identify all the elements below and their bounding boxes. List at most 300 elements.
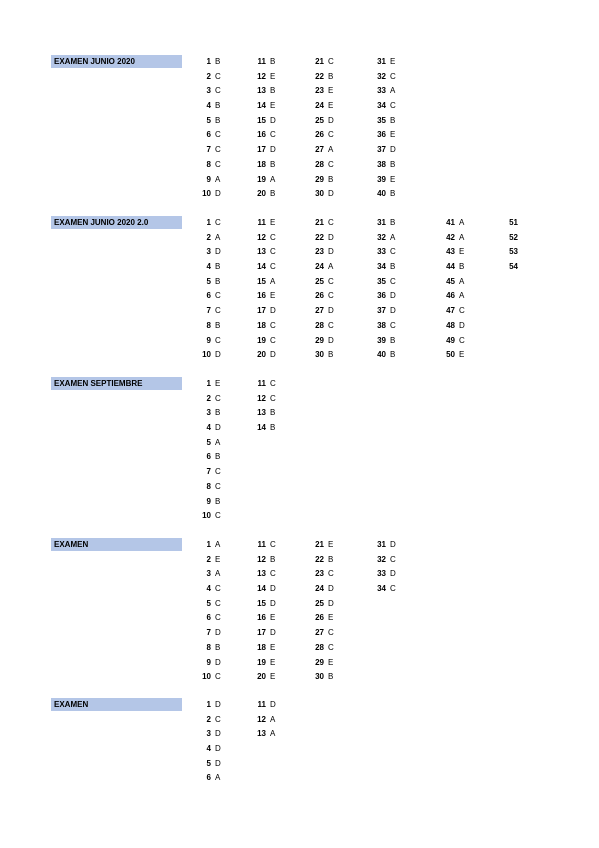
question-number: 31	[377, 218, 386, 227]
question-number: 13	[257, 247, 266, 257]
question-number: 31	[377, 540, 386, 549]
question-number: 23	[315, 86, 324, 96]
answer-letter: B	[270, 86, 276, 96]
answer-letter: E	[270, 613, 276, 623]
answer-letter: B	[215, 408, 221, 418]
question-number: 23	[315, 247, 324, 257]
question-number: 14	[257, 101, 266, 111]
question-number: 44	[446, 262, 455, 272]
question-number: 6	[206, 773, 211, 783]
answer-letter: D	[390, 569, 396, 579]
question-number: 17	[257, 306, 266, 316]
answer-letter: B	[215, 262, 221, 272]
answer-letter: A	[215, 773, 221, 783]
question-number: 6	[206, 130, 211, 140]
answer-letter: C	[270, 262, 276, 272]
answer-letter: D	[215, 729, 221, 739]
answer-letter: C	[215, 130, 221, 140]
question-number: 13	[257, 729, 266, 739]
question-number: 19	[257, 335, 266, 345]
answer-letter: B	[390, 350, 396, 360]
answer-letter: C	[328, 218, 334, 227]
question-number: 29	[315, 335, 324, 345]
answer-letter: A	[270, 729, 276, 739]
question-number: 37	[377, 306, 386, 316]
question-number: 8	[206, 159, 211, 169]
question-number: 4	[206, 262, 211, 272]
question-number: 1	[206, 57, 211, 66]
question-number: 32	[377, 71, 386, 81]
question-number: 12	[257, 232, 266, 242]
answer-letter: C	[328, 320, 334, 330]
answer-letter: E	[215, 554, 221, 564]
exam-title: EXAMEN SEPTIEMBRE	[51, 377, 182, 390]
answer-letter: C	[270, 130, 276, 140]
question-number: 9	[206, 496, 211, 506]
question-number: 4	[206, 584, 211, 594]
answer-letter: B	[270, 189, 276, 199]
question-number: 14	[257, 423, 266, 433]
answer-letter: A	[215, 437, 221, 447]
question-number: 33	[377, 86, 386, 96]
answer-letter: C	[215, 86, 221, 96]
question-number: 34	[377, 101, 386, 111]
answer-letter: B	[215, 115, 221, 125]
answer-letter: E	[390, 174, 396, 184]
question-number: 18	[257, 320, 266, 330]
answer-letter: A	[459, 291, 465, 301]
question-number: 2	[206, 71, 211, 81]
question-number: 30	[315, 350, 324, 360]
exam-title: EXAMEN	[51, 698, 182, 711]
question-number: 24	[315, 584, 324, 594]
answer-letter: C	[215, 584, 221, 594]
question-number: 13	[257, 569, 266, 579]
answer-letter: E	[328, 540, 334, 549]
question-number: 31	[377, 57, 386, 66]
question-number: 3	[206, 408, 211, 418]
question-number: 22	[315, 554, 324, 564]
answer-letter: E	[328, 101, 334, 111]
answer-letter: A	[215, 232, 221, 242]
question-number: 28	[315, 642, 324, 652]
question-number: 54	[509, 262, 518, 272]
question-number: 35	[377, 115, 386, 125]
answer-letter: A	[390, 232, 396, 242]
answer-letter: E	[270, 71, 276, 81]
answer-letter: C	[270, 320, 276, 330]
question-number: 16	[257, 613, 266, 623]
answer-letter: E	[270, 657, 276, 667]
answer-letter: C	[215, 467, 221, 477]
question-number: 3	[206, 569, 211, 579]
question-number: 11	[257, 540, 266, 549]
exam-title: EXAMEN JUNIO 2020 2.0	[51, 216, 182, 229]
answer-letter: B	[270, 423, 276, 433]
answer-letter: D	[328, 306, 334, 316]
answer-letter: B	[328, 350, 334, 360]
question-number: 17	[257, 628, 266, 638]
question-number: 14	[257, 584, 266, 594]
question-number: 25	[315, 276, 324, 286]
answer-letter: D	[215, 423, 221, 433]
answer-letter: D	[328, 598, 334, 608]
answer-letter: D	[215, 657, 221, 667]
answer-letter: D	[270, 700, 276, 709]
answer-letter: C	[215, 291, 221, 301]
answer-letter: B	[328, 672, 334, 682]
answer-letter: C	[215, 335, 221, 345]
question-number: 51	[509, 218, 518, 227]
question-number: 12	[257, 393, 266, 403]
answer-letter: C	[328, 57, 334, 66]
question-number: 45	[446, 276, 455, 286]
question-number: 10	[202, 672, 211, 682]
question-number: 15	[257, 598, 266, 608]
answer-letter: E	[328, 613, 334, 623]
question-number: 11	[257, 57, 266, 66]
answer-letter: C	[390, 554, 396, 564]
answer-letter: B	[390, 262, 396, 272]
answer-letter: D	[390, 306, 396, 316]
question-number: 30	[315, 189, 324, 199]
answer-letter: E	[328, 657, 334, 667]
question-number: 11	[257, 218, 266, 227]
question-number: 8	[206, 642, 211, 652]
question-number: 7	[206, 628, 211, 638]
answer-letter: C	[390, 71, 396, 81]
answer-letter: B	[390, 335, 396, 345]
question-number: 34	[377, 262, 386, 272]
answer-letter: D	[270, 306, 276, 316]
answer-letter: B	[270, 554, 276, 564]
answer-letter: B	[390, 189, 396, 199]
question-number: 4	[206, 744, 211, 754]
answer-letter: A	[215, 569, 221, 579]
answer-letter: D	[390, 145, 396, 155]
answer-letter: C	[215, 672, 221, 682]
answer-letter: C	[328, 569, 334, 579]
question-number: 26	[315, 291, 324, 301]
question-number: 16	[257, 291, 266, 301]
answer-letter: D	[215, 189, 221, 199]
question-number: 38	[377, 159, 386, 169]
question-number: 21	[315, 540, 324, 549]
question-number: 11	[257, 379, 266, 388]
answer-letter: D	[215, 758, 221, 768]
question-number: 24	[315, 262, 324, 272]
answer-letter: D	[270, 350, 276, 360]
answer-letter: B	[390, 115, 396, 125]
question-number: 22	[315, 71, 324, 81]
question-number: 1	[206, 700, 211, 709]
question-number: 1	[206, 379, 211, 388]
question-number: 11	[257, 700, 266, 709]
answer-letter: C	[215, 511, 221, 521]
answer-letter: C	[390, 320, 396, 330]
answer-letter: A	[328, 145, 334, 155]
answer-letter: C	[215, 306, 221, 316]
answer-letter: E	[390, 57, 396, 66]
answer-letter: A	[215, 174, 221, 184]
answer-letter: B	[390, 218, 396, 227]
answer-letter: E	[459, 247, 465, 257]
question-number: 3	[206, 247, 211, 257]
exam-title: EXAMEN	[51, 538, 182, 551]
answer-letter: C	[328, 159, 334, 169]
question-number: 26	[315, 613, 324, 623]
answer-letter: C	[270, 393, 276, 403]
question-number: 8	[206, 320, 211, 330]
question-number: 42	[446, 232, 455, 242]
question-number: 20	[257, 189, 266, 199]
question-number: 10	[202, 350, 211, 360]
answer-letter: C	[270, 540, 276, 549]
question-number: 13	[257, 86, 266, 96]
question-number: 21	[315, 218, 324, 227]
answer-letter: D	[270, 628, 276, 638]
answer-letter: E	[270, 672, 276, 682]
question-number: 7	[206, 306, 211, 316]
question-number: 2	[206, 714, 211, 724]
question-number: 19	[257, 657, 266, 667]
question-number: 2	[206, 554, 211, 564]
question-number: 29	[315, 174, 324, 184]
answer-letter: C	[328, 628, 334, 638]
question-number: 32	[377, 232, 386, 242]
answer-letter: A	[390, 86, 396, 96]
answer-letter: B	[390, 159, 396, 169]
question-number: 28	[315, 159, 324, 169]
question-number: 7	[206, 467, 211, 477]
question-number: 24	[315, 101, 324, 111]
answer-letter: C	[328, 276, 334, 286]
answer-letter: C	[270, 232, 276, 242]
answer-letter: D	[328, 584, 334, 594]
answer-letter: C	[459, 335, 465, 345]
question-number: 22	[315, 232, 324, 242]
answer-letter: C	[390, 276, 396, 286]
answer-letter: A	[270, 174, 276, 184]
question-number: 9	[206, 335, 211, 345]
question-number: 15	[257, 115, 266, 125]
question-number: 47	[446, 306, 455, 316]
question-number: 3	[206, 86, 211, 96]
answer-letter: B	[270, 408, 276, 418]
answer-letter: D	[328, 115, 334, 125]
answer-letter: C	[328, 291, 334, 301]
question-number: 20	[257, 350, 266, 360]
answer-letter: E	[270, 218, 276, 227]
answer-letter: C	[270, 569, 276, 579]
answer-letter: B	[215, 57, 221, 66]
answer-letter: B	[215, 642, 221, 652]
answer-letter: E	[270, 291, 276, 301]
answer-letter: B	[215, 276, 221, 286]
question-number: 10	[202, 511, 211, 521]
answer-letter: C	[328, 130, 334, 140]
question-number: 2	[206, 232, 211, 242]
answer-letter: C	[215, 145, 221, 155]
question-number: 18	[257, 642, 266, 652]
answer-letter: A	[215, 540, 221, 549]
answer-letter: E	[328, 86, 334, 96]
question-number: 6	[206, 613, 211, 623]
answer-letter: D	[270, 584, 276, 594]
question-number: 15	[257, 276, 266, 286]
answer-letter: A	[459, 276, 465, 286]
answer-letter: B	[459, 262, 465, 272]
question-number: 14	[257, 262, 266, 272]
question-number: 48	[446, 320, 455, 330]
question-number: 12	[257, 71, 266, 81]
answer-letter: C	[328, 642, 334, 652]
question-number: 52	[509, 232, 518, 242]
question-number: 53	[509, 247, 518, 257]
question-number: 33	[377, 247, 386, 257]
answer-letter: B	[215, 452, 221, 462]
answer-letter: D	[270, 115, 276, 125]
answer-letter: A	[270, 714, 276, 724]
question-number: 12	[257, 554, 266, 564]
question-number: 4	[206, 423, 211, 433]
question-number: 13	[257, 408, 266, 418]
answer-letter: D	[215, 744, 221, 754]
question-number: 43	[446, 247, 455, 257]
question-number: 20	[257, 672, 266, 682]
answer-letter: C	[215, 481, 221, 491]
answer-letter: E	[459, 350, 465, 360]
answer-letter: C	[215, 218, 221, 227]
question-number: 6	[206, 452, 211, 462]
answer-letter: A	[459, 218, 465, 227]
question-number: 2	[206, 393, 211, 403]
question-number: 29	[315, 657, 324, 667]
answer-letter: A	[328, 262, 334, 272]
answer-letter: B	[215, 320, 221, 330]
exam-title: EXAMEN JUNIO 2020	[51, 55, 182, 68]
question-number: 4	[206, 101, 211, 111]
answer-letter: A	[270, 276, 276, 286]
answer-letter: D	[270, 598, 276, 608]
answer-letter: E	[270, 101, 276, 111]
question-number: 10	[202, 189, 211, 199]
question-number: 1	[206, 218, 211, 227]
answer-letter: C	[390, 584, 396, 594]
question-number: 9	[206, 657, 211, 667]
question-number: 36	[377, 291, 386, 301]
answer-letter: C	[270, 247, 276, 257]
question-number: 5	[206, 598, 211, 608]
answer-letter: B	[328, 174, 334, 184]
question-number: 5	[206, 437, 211, 447]
answer-letter: A	[459, 232, 465, 242]
question-number: 27	[315, 306, 324, 316]
question-number: 1	[206, 540, 211, 549]
question-number: 33	[377, 569, 386, 579]
answer-letter: D	[328, 189, 334, 199]
question-number: 23	[315, 569, 324, 579]
question-number: 16	[257, 130, 266, 140]
answer-letter: C	[215, 598, 221, 608]
answer-letter: B	[328, 71, 334, 81]
question-number: 25	[315, 115, 324, 125]
answer-letter: C	[215, 613, 221, 623]
answer-letter: C	[390, 247, 396, 257]
question-number: 18	[257, 159, 266, 169]
question-number: 40	[377, 350, 386, 360]
question-number: 7	[206, 145, 211, 155]
question-number: 41	[446, 218, 455, 227]
question-number: 35	[377, 276, 386, 286]
question-number: 46	[446, 291, 455, 301]
question-number: 38	[377, 320, 386, 330]
question-number: 17	[257, 145, 266, 155]
answer-letter: C	[215, 393, 221, 403]
answer-letter: D	[215, 247, 221, 257]
answer-letter: B	[270, 57, 276, 66]
question-number: 9	[206, 174, 211, 184]
answer-letter: C	[270, 335, 276, 345]
answer-letter: C	[459, 306, 465, 316]
answer-letter: D	[328, 232, 334, 242]
question-number: 5	[206, 758, 211, 768]
answer-letter: E	[215, 379, 221, 388]
answer-letter: B	[270, 159, 276, 169]
question-number: 39	[377, 335, 386, 345]
answer-letter: B	[215, 496, 221, 506]
answer-letter: D	[328, 335, 334, 345]
answer-letter: D	[215, 628, 221, 638]
question-number: 21	[315, 57, 324, 66]
question-number: 19	[257, 174, 266, 184]
answer-letter: C	[215, 159, 221, 169]
question-number: 30	[315, 672, 324, 682]
question-number: 12	[257, 714, 266, 724]
question-number: 36	[377, 130, 386, 140]
question-number: 5	[206, 276, 211, 286]
answer-letter: C	[215, 714, 221, 724]
question-number: 37	[377, 145, 386, 155]
question-number: 25	[315, 598, 324, 608]
answer-letter: D	[390, 291, 396, 301]
answer-letter: E	[390, 130, 396, 140]
question-number: 50	[446, 350, 455, 360]
answer-letter: D	[270, 145, 276, 155]
answer-letter: D	[215, 700, 221, 709]
answer-letter: D	[459, 320, 465, 330]
answer-letter: C	[215, 71, 221, 81]
answer-letter: D	[390, 540, 396, 549]
answer-letter: E	[270, 642, 276, 652]
question-number: 27	[315, 628, 324, 638]
question-number: 26	[315, 130, 324, 140]
question-number: 27	[315, 145, 324, 155]
question-number: 49	[446, 335, 455, 345]
answer-letter: C	[270, 379, 276, 388]
answer-letter: D	[328, 247, 334, 257]
answer-letter: B	[328, 554, 334, 564]
answer-letter: D	[215, 350, 221, 360]
question-number: 39	[377, 174, 386, 184]
question-number: 3	[206, 729, 211, 739]
question-number: 32	[377, 554, 386, 564]
question-number: 6	[206, 291, 211, 301]
answer-letter: C	[390, 101, 396, 111]
question-number: 34	[377, 584, 386, 594]
answer-letter: B	[215, 101, 221, 111]
question-number: 28	[315, 320, 324, 330]
